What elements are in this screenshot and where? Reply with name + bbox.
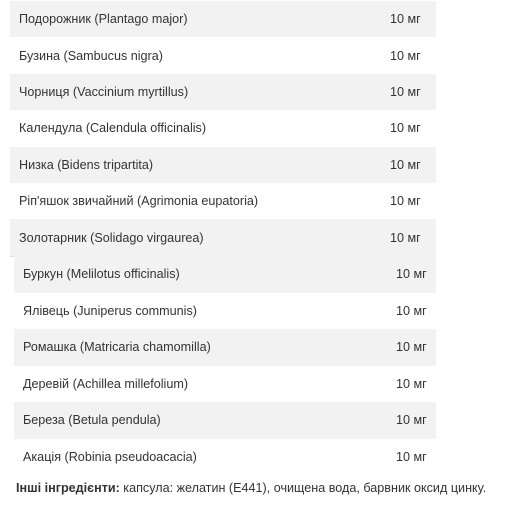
ingredient-amount: 10 мг bbox=[396, 267, 427, 282]
other-ingredients-text: капсула: желатин (E441), очищена вода, барвник оксид цинку. bbox=[119, 481, 487, 495]
table-row bbox=[10, 74, 436, 110]
other-ingredients bbox=[16, 481, 506, 495]
table-row bbox=[10, 219, 436, 255]
table-row bbox=[14, 439, 436, 476]
table-row bbox=[14, 329, 436, 366]
ingredients-table-top bbox=[10, 1, 436, 256]
ingredient-name: Ромашка (Matricaria chamomilla) bbox=[23, 340, 211, 355]
ingredient-amount: 10 мг bbox=[390, 157, 421, 172]
ingredient-name: Деревій (Achillea millefolium) bbox=[23, 376, 189, 391]
ingredient-name: Календула (Calendula officinalis) bbox=[19, 121, 207, 136]
other-ingredients-label: Інші інгредієнти: bbox=[16, 481, 120, 495]
ingredient-name: Золотарник (Solidago virgaurea) bbox=[19, 230, 204, 245]
ingredient-amount: 10 мг bbox=[396, 303, 427, 318]
ingredients-table-bottom bbox=[14, 256, 436, 475]
ingredient-amount: 10 мг bbox=[390, 12, 421, 27]
ingredient-amount: 10 мг bbox=[390, 48, 421, 63]
ingredient-name: Низка (Bidens tripartita) bbox=[19, 157, 154, 172]
table-row bbox=[10, 1, 436, 37]
ingredient-amount: 10 мг bbox=[390, 194, 421, 209]
table-row bbox=[10, 147, 436, 183]
table-row bbox=[14, 256, 436, 293]
ingredient-name: Бузина (Sambucus nigra) bbox=[19, 48, 163, 63]
table-row bbox=[10, 183, 436, 219]
table-row bbox=[14, 293, 436, 330]
ingredient-name: Буркун (Melilotus officinalis) bbox=[23, 267, 180, 282]
ingredient-name: Подорожник (Plantago major) bbox=[19, 12, 188, 27]
ingredient-amount: 10 мг bbox=[396, 413, 427, 428]
table-row bbox=[14, 402, 436, 439]
ingredient-name: Чорниця (Vaccinium myrtillus) bbox=[19, 84, 189, 99]
table-row bbox=[10, 37, 436, 73]
table-row bbox=[14, 366, 436, 403]
ingredient-amount: 10 мг bbox=[390, 84, 421, 99]
ingredient-name: Ялівець (Juniperus communis) bbox=[23, 303, 197, 318]
ingredient-amount: 10 мг bbox=[396, 449, 427, 464]
ingredient-amount: 10 мг bbox=[396, 340, 427, 355]
ingredient-amount: 10 мг bbox=[390, 121, 421, 136]
ingredient-amount: 10 мг bbox=[396, 376, 427, 391]
table-row bbox=[10, 110, 436, 146]
ingredient-amount: 10 мг bbox=[390, 230, 421, 245]
ingredient-name: Акація (Robinia pseudoacacia) bbox=[23, 449, 197, 464]
ingredient-name: Ріп'яшок звичайний (Agrimonia eupatoria) bbox=[19, 194, 259, 209]
ingredient-name: Береза (Betula pendula) bbox=[23, 413, 161, 428]
